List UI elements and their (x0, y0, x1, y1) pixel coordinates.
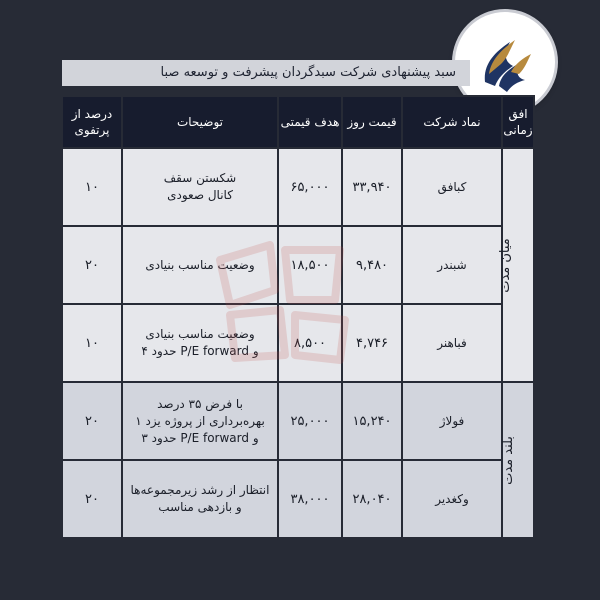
cell-desc (122, 304, 278, 382)
cell-price (342, 460, 402, 538)
desc-line: وضعیت مناسب بنیادی (145, 327, 255, 341)
cell-weight (62, 382, 122, 460)
cell-weight (62, 148, 122, 226)
header-price: قیمت روز (342, 96, 402, 148)
price-value: ۲۸,۰۴۰ (352, 491, 392, 507)
target-value: ۶۵,۰۰۰ (290, 179, 330, 195)
table-row (62, 460, 534, 538)
desc-line: و بازدهی مناسب (158, 500, 242, 514)
desc-line: انتظار از رشد زیرمجموعه‌ها (130, 483, 270, 497)
group-label: میان مدت (498, 237, 514, 293)
table-row (62, 148, 534, 226)
header-horizon: افق زمانی (502, 96, 534, 148)
weight-value: ۲۰ (85, 491, 99, 507)
cell-target (278, 226, 342, 304)
desc-line: شکستن سقف (163, 171, 237, 185)
price-value: ۹,۴۸۰ (355, 257, 389, 273)
header-symbol: نماد شرکت (402, 96, 502, 148)
cell-price (342, 304, 402, 382)
cell-desc (122, 460, 278, 538)
weight-value: ۲۰ (85, 413, 99, 429)
group-mid-term (498, 148, 534, 382)
cell-symbol: فولاژ (402, 382, 502, 460)
header-weight: درصد از پرتفوی (62, 96, 122, 148)
cell-symbol: وکغدیر (402, 460, 502, 538)
desc-line: وضعیت مناسب بنیادی (145, 257, 255, 272)
weight-value: ۱۰ (85, 335, 99, 351)
header-desc: توضیحات (122, 96, 278, 148)
weight-value: ۲۰ (85, 257, 99, 273)
cell-price (342, 148, 402, 226)
cell-target (278, 382, 342, 460)
desc-line: و P/E forward حدود ۳ (141, 430, 259, 445)
cell-weight (62, 304, 122, 382)
header-target: هدف قیمتی (278, 96, 342, 148)
portfolio-table (61, 95, 535, 539)
table-header-row (62, 96, 534, 148)
table-row (62, 226, 534, 304)
group-label: بلند مدت (501, 435, 517, 485)
desc-line: کانال صعودی (167, 188, 233, 202)
desc-line: بهره‌برداری از پروژه یزد ۱ (135, 413, 265, 428)
desc-line: و P/E forward حدود ۴ (141, 344, 259, 358)
cell-target (278, 460, 342, 538)
cell-desc (122, 148, 278, 226)
cell-symbol: شبندر (402, 226, 502, 304)
price-value: ۳۳,۹۴۰ (352, 179, 392, 195)
cell-target (278, 304, 342, 382)
price-value: ۱۵,۲۴۰ (352, 413, 392, 429)
page-title: سبد پیشنهادی شرکت سبدگردان پیشرفت و توسعه صبا (62, 60, 470, 86)
cell-symbol: کبافق (402, 148, 502, 226)
table-row (62, 304, 534, 382)
cell-symbol: فباهنر (402, 304, 502, 382)
cell-price (342, 226, 402, 304)
target-value: ۳۸,۰۰۰ (290, 491, 330, 507)
group-long-term (502, 382, 534, 538)
price-value: ۴,۷۴۶ (355, 335, 389, 351)
cell-desc (122, 226, 278, 304)
cell-price (342, 382, 402, 460)
cell-weight (62, 226, 122, 304)
desc-line: با فرض ۳۵ درصد (157, 396, 243, 411)
target-value: ۸,۵۰۰ (293, 335, 327, 351)
target-value: ۱۸,۵۰۰ (290, 257, 330, 273)
weight-value: ۱۰ (85, 179, 99, 195)
cell-desc (122, 382, 278, 460)
target-value: ۲۵,۰۰۰ (290, 413, 330, 429)
cell-target (278, 148, 342, 226)
table-row (62, 382, 534, 460)
cell-weight (62, 460, 122, 538)
